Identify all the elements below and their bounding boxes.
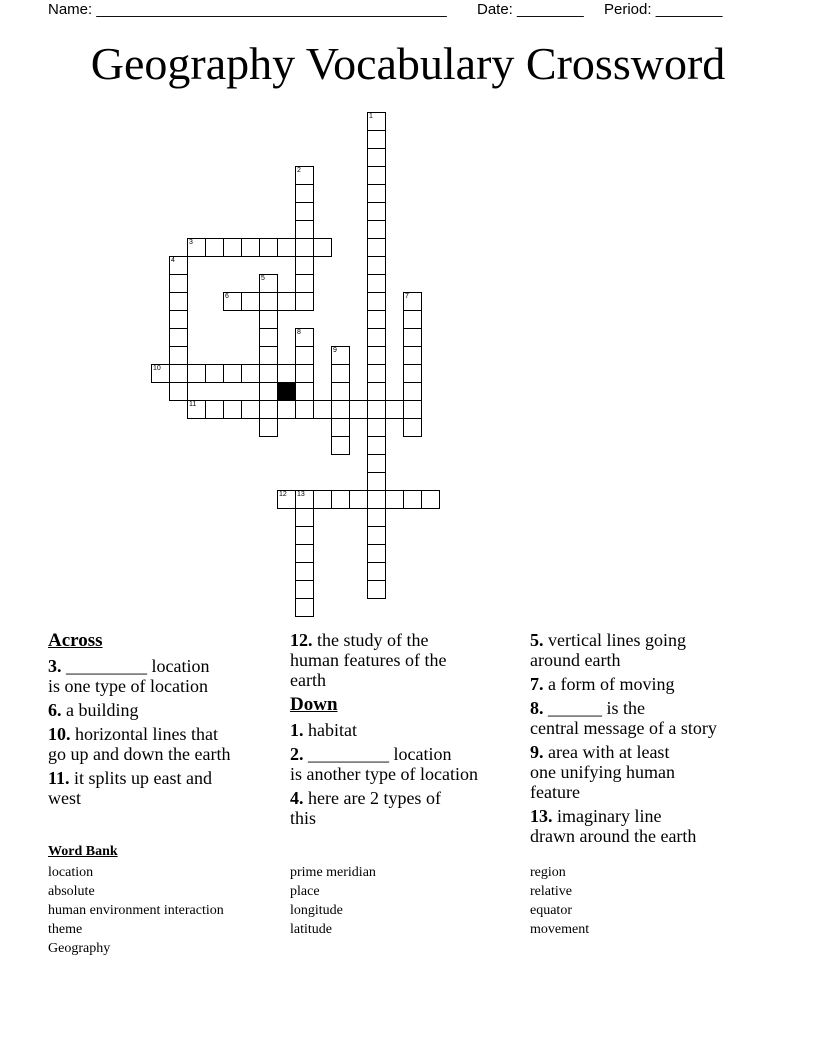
clue-text-line: this <box>290 808 317 828</box>
clue-text-line: feature <box>530 782 580 802</box>
crossword-cell <box>169 310 188 329</box>
crossword-cell <box>205 238 224 257</box>
clue-13 <box>530 806 780 846</box>
clue-number-label: 2. <box>290 744 304 764</box>
crossword-cell <box>367 112 386 131</box>
crossword-cell <box>403 382 422 401</box>
clues-column-1 <box>48 630 288 812</box>
date-label: Date: <box>477 1 513 18</box>
clue-number-label: 11. <box>48 768 70 788</box>
word-bank-item: location <box>48 865 94 880</box>
clue-number-label: 4. <box>290 788 304 808</box>
clue-number-label: 5. <box>530 630 544 650</box>
clue-number-label: 13. <box>530 806 553 826</box>
crossword-cell <box>295 382 314 401</box>
clue-text-line: is one type of location <box>48 676 208 696</box>
crossword-cell <box>403 364 422 383</box>
crossword-cell <box>331 364 350 383</box>
crossword-cell <box>367 508 386 527</box>
crossword-cell <box>367 580 386 599</box>
word-bank-item: longitude <box>290 903 343 918</box>
crossword-cell <box>295 544 314 563</box>
crossword-cell <box>367 382 386 401</box>
clue-number-label: 3. <box>48 656 62 676</box>
clue-number-5: 5 <box>261 275 265 282</box>
crossword-cell <box>367 166 386 185</box>
crossword-cell <box>169 274 188 293</box>
crossword-cell <box>295 526 314 545</box>
clues-heading-down: Down <box>290 694 338 715</box>
crossword-cell <box>295 508 314 527</box>
crossword-cell <box>295 490 314 509</box>
word-bank-item: human environment interaction <box>48 903 224 918</box>
clue-3 <box>48 656 288 696</box>
crossword-cell <box>295 400 314 419</box>
clue-number-7: 7 <box>405 293 409 300</box>
clue-text-line: 4. here are 2 types of <box>290 788 441 808</box>
page-title: Geography Vocabulary Crossword <box>90 38 726 89</box>
crossword-cell <box>313 400 332 419</box>
crossword-cell <box>403 490 422 509</box>
crossword-cell <box>259 238 278 257</box>
crossword-cell <box>403 418 422 437</box>
clue-number-label: 9. <box>530 742 544 762</box>
clue-9 <box>530 742 780 802</box>
crossword-cell <box>385 400 404 419</box>
crossword-cell <box>367 490 386 509</box>
clue-number-10: 10 <box>153 365 161 372</box>
crossword-cell <box>403 310 422 329</box>
clue-text-line: around earth <box>530 650 621 670</box>
clue-number-8: 8 <box>297 329 301 336</box>
crossword-cell <box>241 292 260 311</box>
clue-number-13: 13 <box>297 491 305 498</box>
crossword-cell <box>187 400 206 419</box>
clue-12 <box>290 630 528 690</box>
date-blank-line: ________ <box>517 1 584 18</box>
clue-text-line: 7. a form of moving <box>530 674 675 694</box>
word-bank-item: theme <box>48 922 83 937</box>
crossword-cell <box>223 364 242 383</box>
clue-number-label: 12. <box>290 630 313 650</box>
crossword-cell <box>367 436 386 455</box>
clue-text-line: is another type of location <box>290 764 478 784</box>
crossword-cell <box>367 238 386 257</box>
crossword-cell <box>277 364 296 383</box>
crossword-cell <box>259 418 278 437</box>
word-bank-item: place <box>290 884 320 899</box>
clue-number-label: 7. <box>530 674 544 694</box>
clue-1 <box>290 720 528 740</box>
crossword-cell <box>169 292 188 311</box>
crossword-cell <box>313 490 332 509</box>
crossword-cell <box>277 400 296 419</box>
clue-number-label: 1. <box>290 720 304 740</box>
crossword-cell <box>223 292 242 311</box>
crossword-cell <box>367 526 386 545</box>
crossword-cell <box>403 400 422 419</box>
crossword-cell <box>367 220 386 239</box>
crossword-cell <box>367 454 386 473</box>
clue-text-line: central message of a story <box>530 718 717 738</box>
clue-text-line: go up and down the earth <box>48 744 231 764</box>
crossword-cell <box>367 328 386 347</box>
clue-7 <box>530 674 780 694</box>
crossword-cell <box>241 238 260 257</box>
crossword-cell <box>259 400 278 419</box>
crossword-cell <box>205 400 224 419</box>
crossword-black-cell <box>277 382 296 401</box>
crossword-cell <box>259 328 278 347</box>
clue-number-9: 9 <box>333 347 337 354</box>
name-blank-line: __________________________________________ <box>96 1 447 18</box>
crossword-cell <box>367 562 386 581</box>
crossword-cell <box>331 490 350 509</box>
crossword-cell <box>295 328 314 347</box>
crossword-cell <box>295 292 314 311</box>
clue-2 <box>290 744 528 784</box>
clues-column-2 <box>290 630 528 832</box>
word-bank-column-1 <box>48 863 224 958</box>
crossword-cell <box>295 202 314 221</box>
clue-4 <box>290 788 528 828</box>
word-bank-item: latitude <box>290 922 332 937</box>
clue-text-line: 5. vertical lines going <box>530 630 686 650</box>
crossword-cell <box>259 364 278 383</box>
crossword-cell <box>403 346 422 365</box>
crossword-cell <box>367 400 386 419</box>
crossword-cell <box>367 364 386 383</box>
clue-text-line: 2. _________ location <box>290 744 452 764</box>
period-label: Period: <box>604 1 652 18</box>
clue-text-line: 3. _________ location <box>48 656 210 676</box>
crossword-cell <box>403 292 422 311</box>
crossword-cell <box>367 130 386 149</box>
crossword-cell <box>277 238 296 257</box>
word-bank-column-3 <box>530 863 589 939</box>
crossword-cell <box>295 562 314 581</box>
word-bank-item: equator <box>530 903 572 918</box>
crossword-cell <box>295 256 314 275</box>
crossword-cell <box>295 166 314 185</box>
crossword-cell <box>331 418 350 437</box>
clue-number-2: 2 <box>297 167 301 174</box>
crossword-cell <box>259 346 278 365</box>
crossword-cell <box>367 418 386 437</box>
crossword-cell <box>367 310 386 329</box>
crossword-cell <box>295 346 314 365</box>
crossword-cell <box>367 202 386 221</box>
crossword-cell <box>295 184 314 203</box>
clue-10 <box>48 724 288 764</box>
crossword-cell <box>367 472 386 491</box>
crossword-cell <box>259 382 278 401</box>
clue-text-line: earth <box>290 670 326 690</box>
crossword-cell <box>169 256 188 275</box>
crossword-cell <box>169 382 188 401</box>
clue-text-line: west <box>48 788 81 808</box>
crossword-cell <box>367 346 386 365</box>
crossword-cell <box>403 328 422 347</box>
clue-number-11: 11 <box>189 401 197 408</box>
word-bank-item: prime meridian <box>290 865 376 880</box>
clue-number-6: 6 <box>225 293 229 300</box>
crossword-cell <box>259 292 278 311</box>
crossword-cell <box>367 184 386 203</box>
crossword-cell <box>295 220 314 239</box>
period-blank-line: ________ <box>655 1 723 18</box>
crossword-cell <box>241 400 260 419</box>
crossword-cell <box>187 364 206 383</box>
crossword-cell <box>169 328 188 347</box>
clue-text-line: 1. habitat <box>290 720 357 740</box>
crossword-cell <box>367 256 386 275</box>
clue-number-4: 4 <box>171 257 175 264</box>
name-label: Name: <box>48 1 93 18</box>
clue-number-label: 8. <box>530 698 544 718</box>
crossword-cell <box>259 310 278 329</box>
word-bank-item: Geography <box>48 941 111 956</box>
crossword-cell <box>313 238 332 257</box>
crossword-cell <box>169 364 188 383</box>
crossword-cell <box>277 292 296 311</box>
clue-text-line: 9. area with at least <box>530 742 670 762</box>
clue-text-line: drawn around the earth <box>530 826 697 846</box>
crossword-cell <box>151 364 170 383</box>
word-bank-item: relative <box>530 884 572 899</box>
clues-heading-across: Across <box>48 630 103 651</box>
clue-text-line: one unifying human <box>530 762 675 782</box>
word-bank-item: movement <box>530 922 590 937</box>
crossword-cell <box>295 274 314 293</box>
clue-number-1: 1 <box>369 113 373 120</box>
clue-text-line: 6. a building <box>48 700 139 720</box>
clue-8 <box>530 698 780 738</box>
crossword-cell <box>331 400 350 419</box>
clue-number-label: 10. <box>48 724 71 744</box>
clue-text-line: human features of the <box>290 650 447 670</box>
clue-6 <box>48 700 288 720</box>
crossword-cell <box>367 292 386 311</box>
clue-text-line: 8. ______ is the <box>530 698 645 718</box>
crossword-cell <box>421 490 440 509</box>
crossword-cell <box>349 490 368 509</box>
crossword-cell <box>331 382 350 401</box>
crossword-cell <box>223 400 242 419</box>
crossword-cell <box>187 238 206 257</box>
word-bank-heading: Word Bank <box>48 844 118 859</box>
crossword-cell <box>295 598 314 617</box>
word-bank-item: absolute <box>48 884 95 899</box>
clues-column-3 <box>530 630 780 850</box>
crossword-cell <box>331 346 350 365</box>
word-bank-item: region <box>530 865 566 880</box>
crossword-cell <box>223 238 242 257</box>
crossword-cell <box>295 580 314 599</box>
word-bank-column-2 <box>290 863 376 939</box>
clue-number-label: 6. <box>48 700 62 720</box>
crossword-cell <box>367 148 386 167</box>
crossword-cell <box>295 364 314 383</box>
clue-text-line: 11. it splits up east and <box>48 768 213 788</box>
crossword-cell <box>205 364 224 383</box>
crossword-cell <box>367 544 386 563</box>
crossword-cell <box>295 238 314 257</box>
clue-text-line: 13. imaginary line <box>530 806 662 826</box>
clue-number-3: 3 <box>189 239 193 246</box>
clue-text-line: 12. the study of the <box>290 630 429 650</box>
crossword-cell <box>385 490 404 509</box>
clue-5 <box>530 630 780 670</box>
crossword-cell <box>169 346 188 365</box>
clue-text-line: 10. horizontal lines that <box>48 724 218 744</box>
crossword-cell <box>277 490 296 509</box>
crossword-cell <box>367 274 386 293</box>
crossword-cell <box>259 274 278 293</box>
crossword-cell <box>349 400 368 419</box>
crossword-cell <box>331 436 350 455</box>
crossword-cell <box>241 364 260 383</box>
clue-number-12: 12 <box>279 491 287 498</box>
clue-11 <box>48 768 288 808</box>
